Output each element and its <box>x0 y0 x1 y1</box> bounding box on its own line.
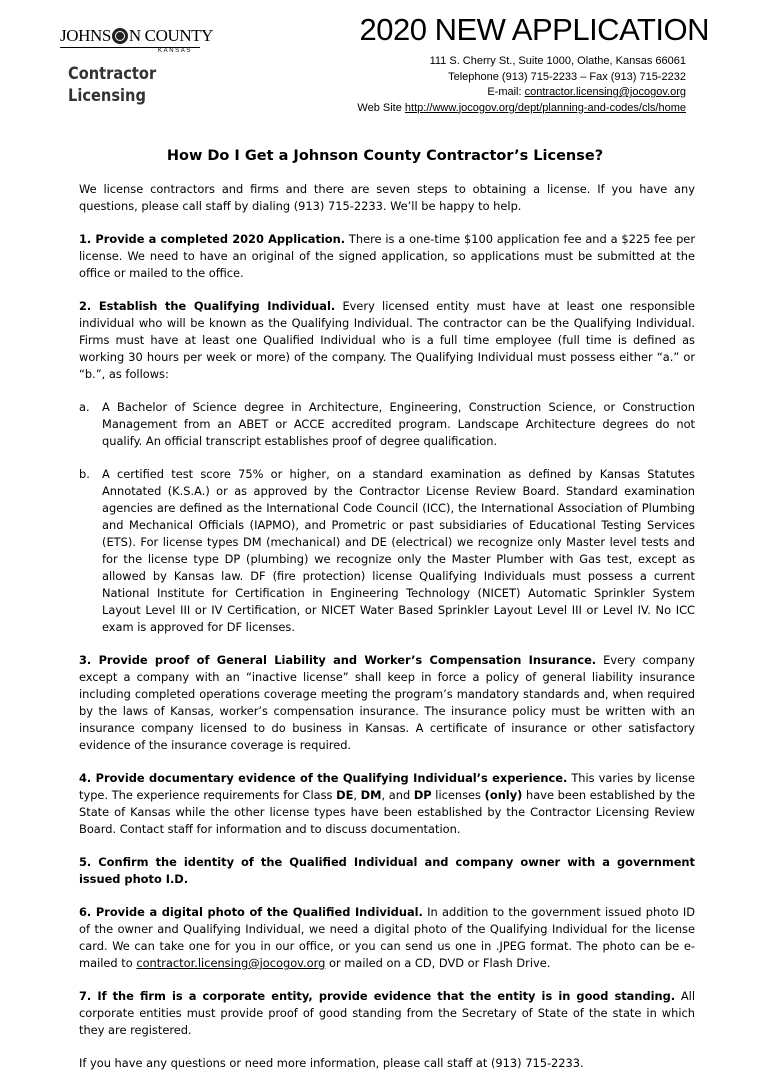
step-7: 7. If the firm is a corporate entity, provide evidence that the entity is in good standing. All corporate entities must provide proof of good standing from the Secretary of State of the state in which they are registered. <box>79 989 696 1037</box>
step-2-option-a: a. A Bachelor of Science degree in Architecture, Engineering, Construction Science, or Construction Management from an ABET or ACCE accredited program. Landscape Architecture degrees do not qualify. An official transcript establishes proof of degree qualification. <box>79 400 695 448</box>
logo-state: KANSAS <box>158 48 192 54</box>
step-4: 4. Provide documentary evidence of the Qualifying Individual’s experience. This varies by license type. The experience requirements for Class DE, DM, and DP licenses (only) have been established by the State of Kansas while the other license types have been established by the Contractor Licensing Review Board. Contact staff for information and to discuss documentation. <box>79 771 696 836</box>
step-2: 2. Establish the Qualifying Individual. Every licensed entity must have at least one responsible individual who will be known as the Qualifying Individual. The contractor can be the Qualifying Individual. Firms must have at least one Qualified Individual who is a full time employee (full time is defined as working 30 hours per week or more) of the company. The Qualifying Individual must possess either “a.” or “b.”, as follows: <box>79 299 695 381</box>
county-logo <box>60 26 220 106</box>
photo-email-link[interactable]: contractor.licensing@jocogov.org <box>136 956 326 970</box>
application-title: 2020 NEW APPLICATION <box>359 12 709 47</box>
step-1: 1. Provide a completed 2020 Application. There is a one-time $100 application fee and a $225 fee per license. We need to have an original of the signed application, so applications must be submitted at the office or mailed to the office. <box>79 232 695 280</box>
website-link[interactable]: http://www.jocogov.org/dept/planning-and-codes/cls/home <box>404 101 686 114</box>
phone-fax: Telephone (913) 715-2233 – Fax (913) 715-2232 <box>448 70 686 83</box>
intro-paragraph: We license contractors and firms and there are seven steps to obtaining a license. If you have any questions, please call staff by dialing (913) 715-2233. We’ll be happy to help. <box>79 182 695 213</box>
email-link[interactable]: contractor.licensing@jocogov.org <box>524 86 686 98</box>
document-body <box>79 181 695 1088</box>
closing-paragraph: If you have any questions or need more information, please call staff at (913) 715-2233. <box>79 1056 584 1070</box>
step-6: 6. Provide a digital photo of the Qualified Individual. In addition to the government issued photo ID of the owner and Qualifying Individual, we need a digital photo of the Qualifying Individual for the license card. We can take one for you in our office, or you can send us one in .JPEG format. The photo can be e-mailed to contractor.licensing@jocogov.org or mailed on a CD, DVD or Flash Drive. <box>79 905 695 970</box>
page-heading: How Do I Get a Johnson County Contractor’s License? <box>166 148 604 164</box>
website-line: Web Site http://www.jocogov.org/dept/planning-and-codes/cls/home <box>357 101 686 114</box>
contact-info <box>357 54 686 116</box>
county-seal-icon <box>112 28 128 44</box>
step-2-option-b: b. A certified test score 75% or higher, on a standard examination as defined by Kansas Statutes Annotated (K.S.A.) or as approved by the Contractor License Review Board. Standard examination agencies are defined as the International Code Council (ICC), the International Association of Plumbing and Mechanical Officials (IAPMO), and Prometric or past subsidiaries of Educational Testing Services (ETS). For license types DM (mechanical) and DE (electrical) we recognize only Master level tests and for the license type DP (plumbing) we recognize only the Master Plumber with Gas test, except as allowed by Kansas law. DF (fire protection) license Qualifying Individuals must possess a current National Institute for Certification in Engineering Technology (NICET) Automatic Sprinkler System Layout Level III or IV Certification, or NICET Water Based Sprinkler Layout Level III or Level IV. No ICC exam is approved for DF licenses. <box>79 467 695 634</box>
step-5: 5. Confirm the identity of the Qualified Individual and company owner with a government issued photo I.D. <box>79 855 695 886</box>
email-line: E-mail: contractor.licensing@jocogov.org <box>487 86 686 98</box>
step-3: 3. Provide proof of General Liability and Worker’s Compensation Insurance. Every company except a company with an “inactive license” shall keep in force a policy of general liability insurance including completed operations coverage meeting the program’s mandatory standards and, when required by the laws of Kansas, worker’s compensation insurance. The insurance policy must be written with an insurance company licensed to do business in Kansas. A certificate of insurance or other satisfactory evidence of the insurance coverage is required. <box>79 653 695 752</box>
logo-subtitle: Contractor Licensing <box>68 64 157 106</box>
office-address: 111 S. Cherry St., Suite 1000, Olathe, Kansas 66061 <box>429 55 686 67</box>
logo-wordmark: JOHNS N COUNTY <box>60 26 214 45</box>
